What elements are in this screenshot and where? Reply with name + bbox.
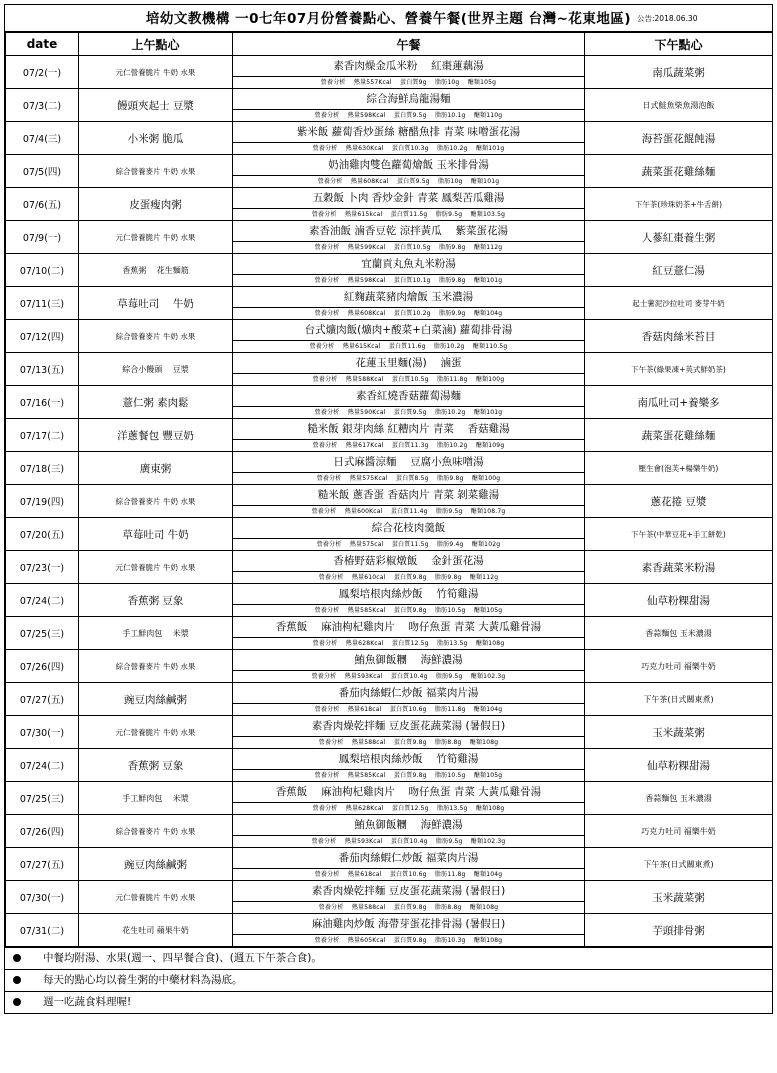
morning-snack-cell: 草莓吐司 牛奶	[79, 287, 233, 320]
afternoon-snack-cell: 芋頭排骨粥	[585, 914, 773, 947]
table-row	[6, 287, 773, 320]
lunch-menu: 紫米飯 蘿蔔香炒蛋絲 糖醋魚排 青菜 味噌蛋花湯	[233, 122, 584, 143]
date-cell: 07/23(一)	[6, 551, 79, 584]
morning-snack-cell: 綜合營養麥片 牛奶 水果	[79, 155, 233, 188]
nutrition-analysis: 營養分析 熱量618cal 蛋白質10.6g 脂肪11.8g 醣類104g	[314, 706, 503, 713]
nutrition-analysis: 營養分析 熱量630Kcal 蛋白質10.3g 脂肪10.2g 醣類101g	[312, 145, 505, 152]
morning-snack-cell: 香蕉粥 豆象	[79, 749, 233, 782]
table-row	[6, 221, 773, 254]
morning-snack-cell: 廣東粥	[79, 452, 233, 485]
lunch-menu: 鮪魚御飯糰 海鮮濃湯	[233, 815, 584, 836]
date-cell: 07/27(五)	[6, 683, 79, 716]
afternoon-snack-cell: 下午茶(日式關東煮)	[585, 848, 773, 881]
lunch-cell	[233, 650, 585, 683]
table-row	[6, 89, 773, 122]
note-item	[5, 970, 772, 992]
nutrition-analysis: 營養分析 熱量615kcal 蛋白質11.5g 脂肪9.5g 醣類103.5g	[311, 211, 506, 218]
lunch-menu: 番茄肉絲蝦仁炒飯 福菜肉片湯	[233, 848, 584, 869]
table-row	[6, 716, 773, 749]
date-cell: 07/10(二)	[6, 254, 79, 287]
date-cell: 07/31(二)	[6, 914, 79, 947]
lunch-menu: 日式麻醬涼麵 豆腐小魚味噌湯	[233, 452, 584, 473]
nutrition-analysis: 營養分析 熱量618cal 蛋白質10.6g 脂肪11.8g 醣類104g	[314, 871, 503, 878]
afternoon-snack-cell: 蔥花捲 豆漿	[585, 485, 773, 518]
morning-snack-cell: 洋蔥餐包 豐豆奶	[79, 419, 233, 452]
date-cell: 07/30(一)	[6, 881, 79, 914]
morning-snack-cell: 饅頭夾起士 豆漿	[79, 89, 233, 122]
lunch-cell	[233, 419, 585, 452]
afternoon-snack-cell: 蔬菜蛋花雞絲麵	[585, 419, 773, 452]
date-cell: 07/9(一)	[6, 221, 79, 254]
date-cell: 07/26(四)	[6, 815, 79, 848]
lunch-cell	[233, 155, 585, 188]
note-item	[5, 992, 772, 1013]
afternoon-snack-cell: 巧克力吐司 福樂牛奶	[585, 815, 773, 848]
table-row	[6, 320, 773, 353]
table-row	[6, 386, 773, 419]
nutrition-analysis: 營養分析 熱量598Kcal 蛋白質9.5g 脂肪10.1g 醣類110g	[314, 112, 503, 119]
afternoon-snack-cell: 下午茶(日式關東煮)	[585, 683, 773, 716]
note-text: 週一吃蔬食料理喔!	[43, 996, 132, 1008]
date-cell: 07/26(四)	[6, 650, 79, 683]
table-row	[6, 914, 773, 947]
morning-snack-cell: 元仁營養脆片 牛奶 水果	[79, 551, 233, 584]
nutrition-analysis: 營養分析 熱量615Kcal 蛋白質11.6g 脂肪10.2g 醣類110.5g	[309, 343, 508, 350]
lunch-menu: 素香肉燥乾拌麵 豆皮蛋花蔬菜湯 (暑假日)	[233, 881, 584, 902]
table-header-row	[6, 33, 773, 56]
lunch-menu: 麻油雞肉炒飯 海帶芽蛋花排骨湯 (暑假日)	[233, 914, 584, 935]
lunch-menu: 香椿野菇彩椒燉飯 金針蛋花湯	[233, 551, 584, 572]
bullet-icon	[13, 954, 21, 962]
afternoon-snack-cell: 南瓜蔬菜粥	[585, 56, 773, 89]
lunch-cell	[233, 518, 585, 551]
table-row	[6, 485, 773, 518]
morning-snack-cell: 香蕉粥 豆象	[79, 584, 233, 617]
table-row	[6, 749, 773, 782]
date-cell: 07/20(五)	[6, 518, 79, 551]
lunch-cell	[233, 89, 585, 122]
page-title: 培幼文教機構 一0七年07月份營養點心、營養午餐(世界主題 台灣~花東地區)	[145, 11, 632, 27]
column-header-lunch: 午餐	[233, 33, 585, 56]
lunch-cell	[233, 815, 585, 848]
nutrition-analysis: 營養分析 熱量593Kcal 蛋白質10.4g 脂肪9.5g 醣類102.3g	[311, 673, 506, 680]
morning-snack-cell: 綜合營養麥片 牛奶 水果	[79, 320, 233, 353]
lunch-cell	[233, 485, 585, 518]
nutrition-analysis: 營養分析 熱量588cal 蛋白質9.8g 脂肪8.8g 醣類108g	[318, 739, 499, 746]
lunch-menu: 五穀飯 卜肉 香炒金針 青菜 鳳梨苦瓜雞湯	[233, 188, 584, 209]
afternoon-snack-cell: 仙草粉粿甜湯	[585, 584, 773, 617]
morning-snack-cell: 元仁營養脆片 牛奶 水果	[79, 716, 233, 749]
afternoon-snack-cell: 下午茶(綠果凍+英式鮮奶茶)	[585, 353, 773, 386]
afternoon-snack-cell: 仙草粉粿甜湯	[585, 749, 773, 782]
table-row	[6, 254, 773, 287]
lunch-cell	[233, 353, 585, 386]
menu-document	[4, 4, 773, 1014]
table-row	[6, 617, 773, 650]
morning-snack-cell: 皮蛋瘦肉粥	[79, 188, 233, 221]
date-cell: 07/24(二)	[6, 584, 79, 617]
morning-snack-cell: 元仁營養脆片 牛奶 水果	[79, 56, 233, 89]
morning-snack-cell: 花生吐司 蘋果牛奶	[79, 914, 233, 947]
lunch-menu: 綜合海鮮烏龍湯麵	[233, 89, 584, 110]
morning-snack-cell: 草莓吐司 牛奶	[79, 518, 233, 551]
menu-body	[6, 56, 773, 947]
date-cell: 07/24(二)	[6, 749, 79, 782]
nutrition-analysis: 營養分析 熱量608Kcal 蛋白質10.2g 脂肪9.9g 醣類104g	[314, 310, 503, 317]
table-row	[6, 353, 773, 386]
nutrition-analysis: 營養分析 熱量628Kcal 蛋白質12.5g 脂肪13.5g 醣類108g	[312, 805, 505, 812]
notes-section	[5, 947, 772, 1013]
note-text: 中餐均附湯、水果(週一、四早餐合食)、(週五下午茶合食)。	[43, 952, 322, 964]
lunch-menu: 素香油飯 滷香豆乾 涼拌黃瓜 紫菜蛋花湯	[233, 221, 584, 242]
date-cell: 07/27(五)	[6, 848, 79, 881]
nutrition-analysis: 營養分析 熱量600Kcal 蛋白質11.4g 脂肪9.5g 醣類108.7g	[311, 508, 506, 515]
table-row	[6, 815, 773, 848]
nutrition-analysis: 營養分析 熱量599Kcal 蛋白質10.5g 脂肪9.8g 醣類112g	[314, 244, 503, 251]
date-cell: 07/4(三)	[6, 122, 79, 155]
afternoon-snack-cell: 香蒜麵包 玉米濃湯	[585, 617, 773, 650]
lunch-menu: 糙米飯 蔥香蛋 香菇肉片 青菜 剝菜雞湯	[233, 485, 584, 506]
date-cell: 07/25(三)	[6, 617, 79, 650]
nutrition-analysis: 營養分析 熱量610cal 蛋白質9.8g 脂肪9.8g 醣類112g	[318, 574, 499, 581]
afternoon-snack-cell: 蔬菜蛋花雞絲麵	[585, 155, 773, 188]
lunch-cell	[233, 617, 585, 650]
date-cell: 07/3(二)	[6, 89, 79, 122]
nutrition-analysis: 營養分析 熱量617Kcal 蛋白質11.3g 脂肪10.2g 醣類109g	[312, 442, 505, 449]
lunch-menu: 糙米飯 銀芽肉絲 紅糟肉片 青菜 香菇雞湯	[233, 419, 584, 440]
date-cell: 07/30(一)	[6, 716, 79, 749]
date-cell: 07/18(三)	[6, 452, 79, 485]
date-cell: 07/6(五)	[6, 188, 79, 221]
date-cell: 07/5(四)	[6, 155, 79, 188]
lunch-cell	[233, 881, 585, 914]
nutrition-analysis: 營養分析 熱量588Kcal 蛋白質10.5g 脂肪11.8g 醣類100g	[312, 376, 505, 383]
lunch-cell	[233, 551, 585, 584]
lunch-menu: 香蕉飯 麻油枸杞雞肉片 吻仔魚蛋 青菜 大黃瓜雞骨湯	[233, 617, 584, 638]
morning-snack-cell: 綜合營養麥片 牛奶 水果	[79, 485, 233, 518]
lunch-menu: 花蓮玉里麵(湯) 滷蛋	[233, 353, 584, 374]
afternoon-snack-cell: 下午茶(中華豆花+手工餅乾)	[585, 518, 773, 551]
nutrition-analysis: 營養分析 熱量575Kcal 蛋白質8.5g 脂肪9.8g 醣類100g	[316, 475, 501, 482]
announcement-date: 公告:2018.06.30	[637, 14, 698, 23]
morning-snack-cell: 小米粥 脆瓜	[79, 122, 233, 155]
table-row	[6, 56, 773, 89]
lunch-cell	[233, 914, 585, 947]
afternoon-snack-cell: 日式鮭魚柴魚湯泡飯	[585, 89, 773, 122]
lunch-cell	[233, 320, 585, 353]
nutrition-analysis: 營養分析 熱量585Kcal 蛋白質9.8g 脂肪10.5g 醣類105g	[314, 772, 503, 779]
afternoon-snack-cell: 香菇肉絲米苔目	[585, 320, 773, 353]
lunch-cell	[233, 56, 585, 89]
lunch-cell	[233, 452, 585, 485]
morning-snack-cell: 薏仁粥 素肉鬆	[79, 386, 233, 419]
lunch-menu: 鳳梨培根肉絲炒飯 竹筍雞湯	[233, 584, 584, 605]
afternoon-snack-cell: 巧克力吐司 福樂牛奶	[585, 650, 773, 683]
table-row	[6, 650, 773, 683]
nutrition-analysis: 營養分析 熱量593Kcal 蛋白質10.4g 脂肪9.5g 醣類102.3g	[311, 838, 506, 845]
lunch-menu: 鮪魚御飯糰 海鮮濃湯	[233, 650, 584, 671]
lunch-cell	[233, 188, 585, 221]
column-header-morning: 上午點心	[79, 33, 233, 56]
column-header-date: date	[6, 33, 79, 56]
table-row	[6, 155, 773, 188]
lunch-menu: 番茄肉絲蝦仁炒飯 福菜肉片湯	[233, 683, 584, 704]
afternoon-snack-cell: 南瓜吐司+養樂多	[585, 386, 773, 419]
lunch-cell	[233, 716, 585, 749]
nutrition-analysis: 營養分析 熱量628Kcal 蛋白質12.5g 脂肪13.5g 醣類108g	[312, 640, 505, 647]
table-row	[6, 122, 773, 155]
afternoon-snack-cell: 玉米蔬菜粥	[585, 881, 773, 914]
table-row	[6, 419, 773, 452]
title-bar	[5, 5, 772, 32]
afternoon-snack-cell: 壓生會(泡芙+楊樂牛奶)	[585, 452, 773, 485]
lunch-cell	[233, 584, 585, 617]
lunch-cell	[233, 287, 585, 320]
lunch-menu: 香蕉飯 麻油枸杞雞肉片 吻仔魚蛋 青菜 大黃瓜雞骨湯	[233, 782, 584, 803]
table-row	[6, 551, 773, 584]
lunch-menu: 綜合花枝肉羹飯	[233, 518, 584, 539]
nutrition-analysis: 營養分析 熱量605Kcal 蛋白質9.8g 脂肪10.3g 醣類108g	[314, 937, 503, 944]
table-row	[6, 188, 773, 221]
date-cell: 07/11(三)	[6, 287, 79, 320]
lunch-menu: 宜蘭貢丸魚丸米粉湯	[233, 254, 584, 275]
morning-snack-cell: 綜合營養麥片 牛奶 水果	[79, 815, 233, 848]
table-row	[6, 881, 773, 914]
afternoon-snack-cell: 玉米蔬菜粥	[585, 716, 773, 749]
morning-snack-cell: 元仁營養脆片 牛奶 水果	[79, 881, 233, 914]
note-text: 每天的點心均以養生粥的中藥材料為湯底。	[43, 974, 243, 986]
date-cell: 07/16(一)	[6, 386, 79, 419]
nutrition-analysis: 營養分析 熱量575cal 蛋白質11.5g 脂肪9.4g 醣類102g	[316, 541, 501, 548]
lunch-cell	[233, 848, 585, 881]
date-cell: 07/25(三)	[6, 782, 79, 815]
afternoon-snack-cell: 下午茶(珍珠奶茶+牛舌餅)	[585, 188, 773, 221]
lunch-cell	[233, 254, 585, 287]
lunch-cell	[233, 386, 585, 419]
table-row	[6, 782, 773, 815]
table-row	[6, 848, 773, 881]
nutrition-analysis: 營養分析 熱量588cal 蛋白質9.8g 脂肪8.8g 醣類108g	[318, 904, 499, 911]
lunch-menu: 鳳梨培根肉絲炒飯 竹筍雞湯	[233, 749, 584, 770]
lunch-cell	[233, 122, 585, 155]
table-row	[6, 584, 773, 617]
afternoon-snack-cell: 人蔘紅棗養生粥	[585, 221, 773, 254]
lunch-cell	[233, 782, 585, 815]
nutrition-analysis: 營養分析 熱量557Kcal 蛋白質9g 脂肪10g 醣類105g	[320, 79, 497, 86]
morning-snack-cell: 手工鮮肉包 米漿	[79, 617, 233, 650]
afternoon-snack-cell: 素香蔬菜米粉湯	[585, 551, 773, 584]
nutrition-analysis: 營養分析 熱量590Kcal 蛋白質9.5g 脂肪10.2g 醣類101g	[314, 409, 503, 416]
morning-snack-cell: 香蕉粥 花生麵筋	[79, 254, 233, 287]
column-header-afternoon: 下午點心	[585, 33, 773, 56]
morning-snack-cell: 豌豆肉絲鹹粥	[79, 848, 233, 881]
afternoon-snack-cell: 香蒜麵包 玉米濃湯	[585, 782, 773, 815]
table-row	[6, 683, 773, 716]
lunch-menu: 台式爌肉飯(爌肉+酸菜+白菜滷) 蘿蔔排骨湯	[233, 320, 584, 341]
date-cell: 07/13(五)	[6, 353, 79, 386]
morning-snack-cell: 豌豆肉絲鹹粥	[79, 683, 233, 716]
menu-table	[5, 32, 773, 947]
morning-snack-cell: 手工鮮肉包 米漿	[79, 782, 233, 815]
nutrition-analysis: 營養分析 熱量598Kcal 蛋白質10.1g 脂肪9.8g 醣類101g	[314, 277, 503, 284]
date-cell: 07/12(四)	[6, 320, 79, 353]
morning-snack-cell: 綜合小饅頭 豆漿	[79, 353, 233, 386]
nutrition-analysis: 營養分析 熱量608Kcal 蛋白質9.5g 脂肪10g 醣類101g	[317, 178, 500, 185]
afternoon-snack-cell: 起士薯泥沙拉吐司 麥芽牛奶	[585, 287, 773, 320]
lunch-menu: 素香肉燥金瓜米粉 紅棗蓮藕湯	[233, 56, 584, 77]
morning-snack-cell: 元仁營養脆片 牛奶 水果	[79, 221, 233, 254]
lunch-cell	[233, 683, 585, 716]
nutrition-analysis: 營養分析 熱量585Kcal 蛋白質9.8g 脂肪10.5g 醣類105g	[314, 607, 503, 614]
table-row	[6, 518, 773, 551]
lunch-menu: 素香肉燥乾拌麵 豆皮蛋花蔬菜湯 (暑假日)	[233, 716, 584, 737]
note-item	[5, 948, 772, 970]
date-cell: 07/2(一)	[6, 56, 79, 89]
lunch-cell	[233, 221, 585, 254]
afternoon-snack-cell: 海苔蛋花餛飩湯	[585, 122, 773, 155]
afternoon-snack-cell: 紅豆薏仁湯	[585, 254, 773, 287]
table-row	[6, 452, 773, 485]
morning-snack-cell: 綜合營養麥片 牛奶 水果	[79, 650, 233, 683]
bullet-icon	[13, 976, 21, 984]
lunch-menu: 素香紅燒香菇蘿蔔湯麵	[233, 386, 584, 407]
lunch-cell	[233, 749, 585, 782]
date-cell: 07/17(二)	[6, 419, 79, 452]
bullet-icon	[13, 998, 21, 1006]
date-cell: 07/19(四)	[6, 485, 79, 518]
lunch-menu: 紅麴蔬菜豬肉燴飯 玉米濃湯	[233, 287, 584, 308]
lunch-menu: 奶油雞肉雙色蘿蔔燴飯 玉米排骨湯	[233, 155, 584, 176]
